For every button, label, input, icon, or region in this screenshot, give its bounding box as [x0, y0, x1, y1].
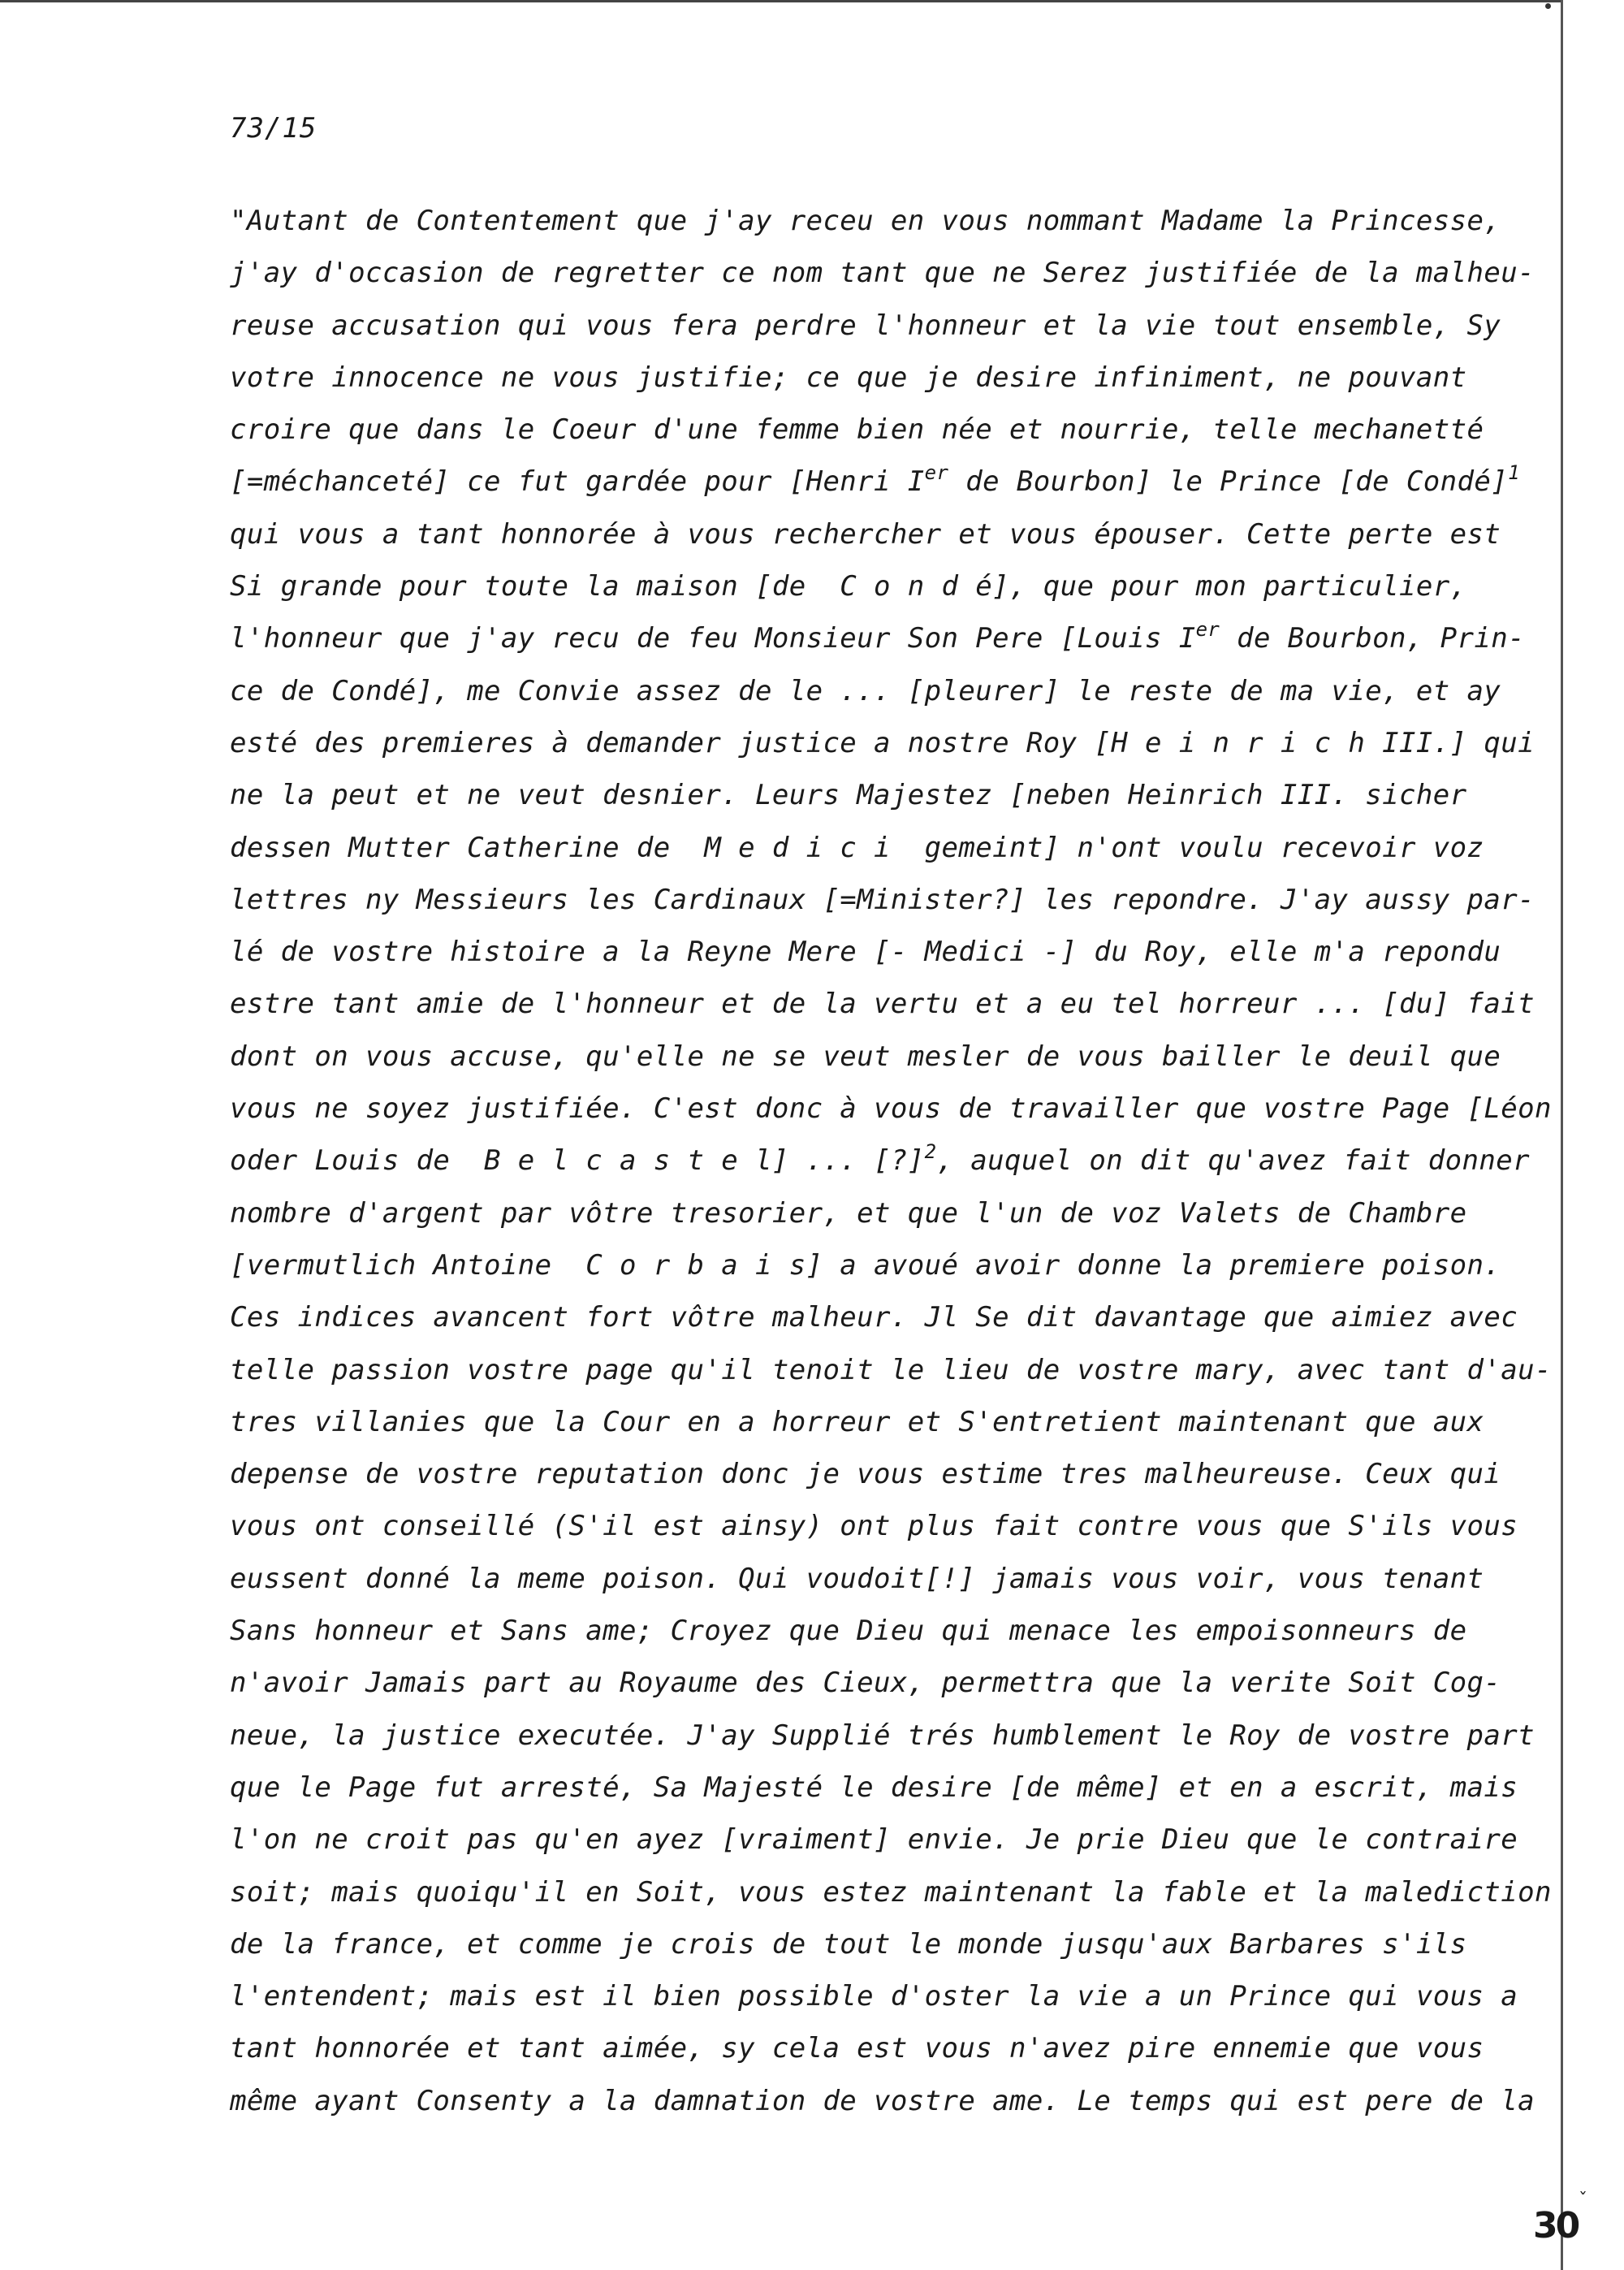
line-text: nombre d'argent par vôtre tresorier, et que l'un de voz Valets de Chambre — [230, 1196, 1467, 1230]
line-text-continued: de Bourbon] le Prince [de Condé] — [948, 465, 1509, 499]
line-text: que le Page fut arresté, Sa Majesté le desire [de même] et en a escrit, mais — [230, 1771, 1518, 1804]
text-line — [230, 1291, 1518, 1343]
text-line — [230, 1970, 1518, 2022]
superscript: er — [924, 461, 949, 485]
line-text: [vermutlich Antoine C o r b a i s] a avoué avoir donne la premiere poison. — [230, 1248, 1501, 1282]
text-line — [230, 195, 1501, 247]
text-line — [230, 1500, 1518, 1552]
text-line — [230, 1710, 1535, 1762]
text-line — [230, 456, 1520, 508]
right-border-line — [1561, 0, 1563, 2270]
letter-body — [230, 195, 1552, 2127]
line-text: j'ay d'occasion de regretter ce nom tant que ne Serez justifiée de la malheu- — [230, 257, 1535, 290]
line-text: l'entendent; mais est il bien possible d'oster la vie a un Prince qui vous a — [230, 1980, 1518, 2013]
line-text: dont on vous accuse, qu'elle ne se veut mesler de vous bailler le deuil que — [230, 1040, 1501, 1073]
text-line — [230, 560, 1497, 612]
text-line — [230, 978, 1535, 1030]
text-line — [230, 1031, 1501, 1083]
line-text: oder Louis de B e l c a s t e l] ... [?] — [230, 1144, 925, 1178]
line-text: depense de vostre reputation donc je vous estime tres malheureuse. Ceux qui — [230, 1458, 1501, 1491]
check-mark: ˇ — [1579, 2190, 1587, 2211]
text-line — [230, 1814, 1518, 1866]
line-text: reuse accusation qui vous fera perdre l'honneur et la vie tout ensemble, Sy — [230, 309, 1501, 342]
top-border-line — [0, 0, 1563, 2]
text-line — [230, 1762, 1518, 1814]
text-line — [230, 665, 1501, 717]
line-text: lettres ny Messieurs les Cardinaux [=Minister?] les repondre. J'ay aussy par- — [230, 883, 1535, 916]
line-text: Si grande pour toute la maison [de C o n d é], que pour mon particulier, — [230, 570, 1467, 603]
footnote-marker: 1 — [1508, 461, 1520, 485]
line-text: Ces indices avancent fort vôtre malheur. Jl Se dit davantage que aimiez avec — [230, 1301, 1518, 1334]
text-line — [230, 1187, 1497, 1239]
text-line — [230, 1657, 1501, 1709]
line-text: l'on ne croit pas qu'en ayez [vraiment] envie. Je prie Dieu que le contraire — [230, 1823, 1518, 1857]
line-text: croire que dans le Coeur d'une femme bien née et nourrie, telle mechanetté — [230, 413, 1484, 447]
text-line — [230, 1396, 1497, 1448]
corner-mark — [1545, 3, 1551, 9]
line-text: vous ne soyez justifiée. C'est donc à vous de travailler que vostre Page [Léon — [230, 1092, 1552, 1126]
line-text: tres villanies que la Cour en a horreur et S'entretient maintenant que aux — [230, 1405, 1484, 1438]
line-text: ce de Condé], me Convie assez de le ... [pleurer] le reste de ma vie, et ay — [230, 674, 1501, 707]
line-text-continued: de Bourbon, Prin- — [1220, 622, 1525, 655]
text-line — [230, 769, 1497, 821]
line-text: telle passion vostre page qu'il tenoit le lieu de vostre mary, avec tant d'au- — [230, 1353, 1552, 1386]
text-line — [230, 352, 1497, 404]
line-text: vous ont conseillé (S'il est ainsy) ont plus fait contre vous que S'ils vous — [230, 1510, 1518, 1543]
text-line — [230, 822, 1497, 874]
text-line — [230, 404, 1497, 456]
line-text: estre tant amie de l'honneur et de la vertu et a eu tel horreur ... [du] fait — [230, 988, 1535, 1021]
text-line — [230, 1344, 1552, 1396]
line-text: n'avoir Jamais part au Royaume des Cieux, permettra que la verite Soit Cog- — [230, 1667, 1501, 1700]
page-number: 30 — [1533, 2205, 1579, 2246]
text-line — [230, 612, 1525, 664]
line-text: même ayant Consenty a la damnation de vostre ame. Le temps qui est pere de la — [230, 2084, 1535, 2117]
line-text: tant honnorée et tant aimée, sy cela est vous n'avez pire ennemie que vous — [230, 2032, 1484, 2065]
text-line — [230, 1083, 1552, 1135]
superscript: er — [1195, 618, 1220, 642]
line-text: Sans honneur et Sans ame; Croyez que Dieu qui menace les empoisonneurs de — [230, 1615, 1467, 1648]
line-text: neue, la justice executée. J'ay Supplié trés humblement le Roy de vostre part — [230, 1719, 1535, 1752]
line-text: l'honneur que j'ay recu de feu Monsieur Son Pere [Louis I — [230, 622, 1196, 655]
text-line — [230, 874, 1535, 926]
text-line — [230, 1918, 1497, 1970]
line-text: [=méchanceté] ce fut gardée pour [Henri I — [230, 465, 925, 499]
text-line — [230, 926, 1501, 978]
text-line — [230, 1553, 1497, 1605]
line-text: qui vous a tant honnorée à vous rechercher et vous épouser. Cette perte est — [230, 517, 1501, 551]
text-line — [230, 1605, 1497, 1657]
line-text: "Autant de Contentement que j'ay receu en vous nommant Madame la Princesse, — [230, 205, 1501, 237]
line-text: esté des premieres à demander justice a nostre Roy [H e i n r i c h III.] qui — [230, 726, 1535, 759]
line-text-continued: , auquel on dit qu'avez fait donner — [936, 1144, 1530, 1178]
line-text: de la france, et comme je crois de tout le monde jusqu'aux Barbares s'ils — [230, 1927, 1467, 1961]
text-line — [230, 508, 1501, 560]
text-line — [230, 1135, 1530, 1187]
line-text: ne la peut et ne veut desnier. Leurs Majestez [neben Heinrich III. sicher — [230, 779, 1467, 812]
text-line — [230, 1239, 1501, 1291]
text-line — [230, 2075, 1535, 2127]
line-text: dessen Mutter Catherine de M e d i c i gemeint] n'ont voulu recevoir voz — [230, 831, 1484, 864]
text-line — [230, 2022, 1497, 2074]
text-line — [230, 717, 1535, 769]
line-text: lé de vostre histoire a la Reyne Mere [- Medici -] du Roy, elle m'a repondu — [230, 936, 1501, 969]
line-text: votre innocence ne vous justifie; ce que je desire infiniment, ne pouvant — [230, 361, 1467, 394]
text-line — [230, 300, 1501, 352]
text-line — [230, 247, 1535, 299]
line-text: eussent donné la meme poison. Qui voudoit[!] jamais vous voir, vous tenant — [230, 1562, 1484, 1595]
folio-reference: 73/15 — [230, 112, 317, 145]
text-line — [230, 1866, 1552, 1918]
text-line — [230, 1448, 1501, 1500]
line-text: soit; mais quoiqu'il en Soit, vous estez maintenant la fable et la malediction — [230, 1875, 1552, 1909]
superscript: 2 — [924, 1140, 937, 1164]
